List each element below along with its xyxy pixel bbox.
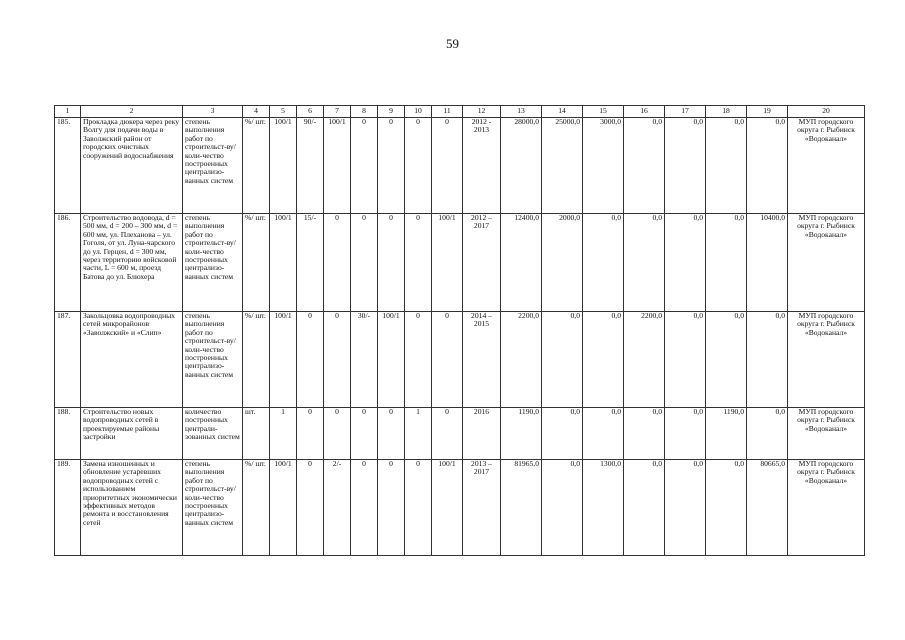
value-cell: 100/1 (270, 312, 297, 408)
header-cell: 20 (788, 106, 865, 118)
value-cell: 0 (378, 460, 405, 556)
table-row (55, 312, 865, 408)
amount-cell: 0,0 (747, 408, 788, 460)
header-cell: 15 (583, 106, 624, 118)
executor: МУП городского округа г. Рыбинск «Водоканал» (788, 214, 865, 312)
value-cell: 30/- (351, 312, 378, 408)
amount-cell: 0,0 (706, 118, 747, 214)
value-cell: 100/1 (270, 118, 297, 214)
amount-cell: 0,0 (583, 312, 624, 408)
unit: %/ шт. (243, 214, 270, 312)
amount-cell: 0,0 (583, 214, 624, 312)
value-cell: 90/- (297, 118, 324, 214)
amount-cell: 0,0 (542, 408, 583, 460)
header-cell: 3 (183, 106, 243, 118)
value-cell: 0 (405, 118, 432, 214)
amount-cell: 10400,0 (747, 214, 788, 312)
table-row (55, 118, 865, 214)
value-cell: 0 (324, 312, 351, 408)
executor: МУП городского округа г. Рыбинск «Водоканал» (788, 408, 865, 460)
amount-cell: 0,0 (624, 118, 665, 214)
table-row (55, 408, 865, 460)
value-cell: 0 (432, 118, 463, 214)
measure-name: Строительство новых водопроводных сетей в проектируемые районы застройки (81, 408, 183, 460)
total-amount: 12400,0 (501, 214, 542, 312)
value-cell: 0 (351, 214, 378, 312)
value-cell: 0 (405, 460, 432, 556)
row-number: 185. (55, 118, 81, 214)
total-amount: 81965,0 (501, 460, 542, 556)
period: 2012 - 2013 (463, 118, 501, 214)
amount-cell: 1190,0 (706, 408, 747, 460)
period: 2014 – 2015 (463, 312, 501, 408)
header-cell: 17 (665, 106, 706, 118)
amount-cell: 0,0 (665, 214, 706, 312)
executor: МУП городского округа г. Рыбинск «Водоканал» (788, 312, 865, 408)
value-cell: 0 (351, 408, 378, 460)
value-cell: 15/- (297, 214, 324, 312)
indicator: степень выполнения работ по строительст-ву/ коли-чество построенных централизо-ванных систем (183, 118, 243, 214)
indicator: степень выполнения работ по строительст-ву/ коли-чество построенных централизо-ванных систем (183, 214, 243, 312)
amount-cell: 0,0 (583, 408, 624, 460)
header-cell: 19 (747, 106, 788, 118)
value-cell: 0 (351, 460, 378, 556)
row-number: 188. (55, 408, 81, 460)
value-cell: 100/1 (432, 460, 463, 556)
value-cell: 0 (297, 460, 324, 556)
amount-cell: 0,0 (624, 214, 665, 312)
amount-cell: 0,0 (747, 118, 788, 214)
total-amount: 28000,0 (501, 118, 542, 214)
amount-cell: 0,0 (665, 312, 706, 408)
indicator: количество построенных централи-зованных систем (183, 408, 243, 460)
table-row (55, 214, 865, 312)
indicator: степень выполнения работ по строительст-ву/ коли-чество построенных централизо-ванных систем (183, 312, 243, 408)
amount-cell: 0,0 (624, 460, 665, 556)
amount-cell: 0,0 (542, 460, 583, 556)
value-cell: 0 (378, 118, 405, 214)
measure-name: Строительство водовода, d = 500 мм, d = 200 – 300 мм, d = 600 мм, ул. Плеханова – ул. Гоголя, от ул. Луна-чарского до ул. Герцен, d = 300 мм, через территорию войсковой части, L = 600 м, проезд Батова до ул. Блюхера (81, 214, 183, 312)
unit: шт. (243, 408, 270, 460)
indicator: степень выполнения работ по строительст-ву/ коли-чество построенных централизо-ванных систем (183, 460, 243, 556)
header-cell: 6 (297, 106, 324, 118)
amount-cell: 0,0 (665, 460, 706, 556)
value-cell: 0 (432, 408, 463, 460)
unit: %/ шт. (243, 118, 270, 214)
amount-cell: 0,0 (665, 118, 706, 214)
period: 2013 – 2017 (463, 460, 501, 556)
header-cell: 14 (542, 106, 583, 118)
executor: МУП городского округа г. Рыбинск «Водоканал» (788, 460, 865, 556)
amount-cell: 0,0 (665, 408, 706, 460)
value-cell: 2/- (324, 460, 351, 556)
value-cell: 1 (270, 408, 297, 460)
page-number: 59 (446, 36, 459, 51)
value-cell: 0 (351, 118, 378, 214)
header-cell: 12 (463, 106, 501, 118)
amount-cell: 0,0 (706, 214, 747, 312)
value-cell: 0 (324, 214, 351, 312)
amount-cell: 25000,0 (542, 118, 583, 214)
header-cell: 18 (706, 106, 747, 118)
value-cell: 0 (297, 408, 324, 460)
header-cell: 5 (270, 106, 297, 118)
header-cell: 7 (324, 106, 351, 118)
header-cell: 13 (501, 106, 542, 118)
value-cell: 100/1 (378, 312, 405, 408)
value-cell: 0 (378, 408, 405, 460)
header-cell: 2 (81, 106, 183, 118)
header-cell: 4 (243, 106, 270, 118)
unit: %/ шт. (243, 460, 270, 556)
value-cell: 0 (324, 408, 351, 460)
header-cell: 11 (432, 106, 463, 118)
amount-cell: 0,0 (747, 312, 788, 408)
period: 2016 (463, 408, 501, 460)
row-number: 187. (55, 312, 81, 408)
program-table (54, 105, 865, 556)
total-amount: 2200,0 (501, 312, 542, 408)
amount-cell: 0,0 (542, 312, 583, 408)
value-cell: 100/1 (270, 460, 297, 556)
row-number: 189. (55, 460, 81, 556)
value-cell: 100/1 (324, 118, 351, 214)
header-cell: 16 (624, 106, 665, 118)
value-cell: 0 (378, 214, 405, 312)
value-cell: 100/1 (270, 214, 297, 312)
header-cell: 8 (351, 106, 378, 118)
amount-cell: 0,0 (706, 312, 747, 408)
amount-cell: 2000,0 (542, 214, 583, 312)
amount-cell: 3000,0 (583, 118, 624, 214)
amount-cell: 0,0 (706, 460, 747, 556)
value-cell: 1 (405, 408, 432, 460)
measure-name: Прокладка дюкера через реку Волгу для подачи воды в Заволжский район от городских очистных сооружений водоснабжения (81, 118, 183, 214)
unit: %/ шт. (243, 312, 270, 408)
measure-name: Закольцовка водопроводных сетей микрорайонов «Заволжский» и «Слип» (81, 312, 183, 408)
row-number: 186. (55, 214, 81, 312)
value-cell: 0 (432, 312, 463, 408)
executor: МУП городского округа г. Рыбинск «Водоканал» (788, 118, 865, 214)
header-row (55, 106, 865, 118)
value-cell: 0 (297, 312, 324, 408)
measure-name: Замена изношенных и обновление устаревших водопроводных сетей с использованием приоритетных экономически эффективных методов ремонта и восстановления сетей (81, 460, 183, 556)
amount-cell: 80665,0 (747, 460, 788, 556)
amount-cell: 0,0 (624, 408, 665, 460)
value-cell: 100/1 (432, 214, 463, 312)
header-cell: 9 (378, 106, 405, 118)
period: 2012 – 2017 (463, 214, 501, 312)
amount-cell: 2200,0 (624, 312, 665, 408)
total-amount: 1190,0 (501, 408, 542, 460)
value-cell: 0 (405, 214, 432, 312)
table-row (55, 460, 865, 556)
header-cell: 1 (55, 106, 81, 118)
header-cell: 10 (405, 106, 432, 118)
amount-cell: 1300,0 (583, 460, 624, 556)
value-cell: 0 (405, 312, 432, 408)
